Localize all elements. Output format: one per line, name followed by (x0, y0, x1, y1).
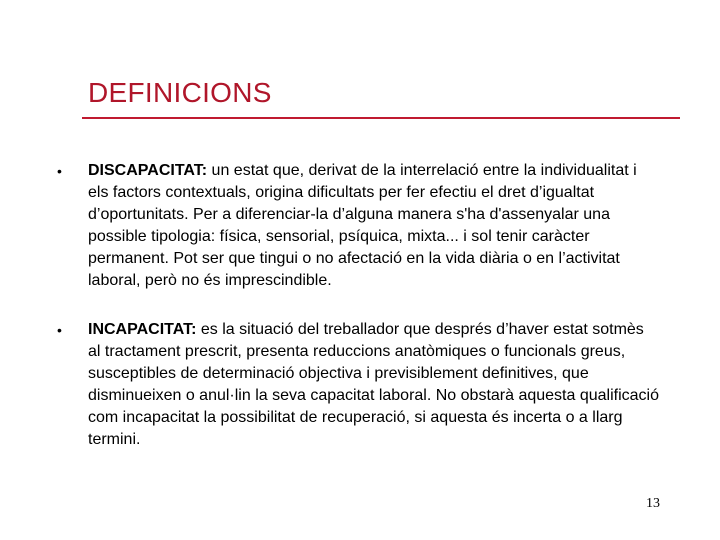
definition-text (88, 319, 660, 451)
definition-body: un estat que, derivat de la interrelació entre la individualitat i els factors contextuals, origina dificultats per fer efectiu el dret d’igualtat d’oportunitats. Per a diferenciar-la d’alguna manera s'ha d'assenyalar una possible tipologia: física, sensorial, psíquica, mixta... i sol tenir caràcter permanent. Pot ser que tingui o no afectació en la vida diària o en l’activitat laboral, però no és imprescindible. (88, 162, 637, 289)
definition-text (88, 160, 660, 292)
title-underline (82, 117, 680, 119)
definition-term: DISCAPACITAT: (88, 162, 208, 179)
slide-title: DEFINICIONS (88, 77, 272, 108)
definition-term: INCAPACITAT: (88, 321, 197, 338)
bullet-icon: • (57, 322, 62, 338)
bullet-icon: • (57, 163, 62, 179)
definition-body: es la situació del treballador que després d’haver estat sotmès al tractament prescrit, presenta reduccions anatòmiques o funcionals greus, susceptibles de determinació objectiva i previsiblement definitives, que disminueixen o anul·lin la seva capacitat laboral. No obstarà aquesta qualificació com incapacitat la possibilitat de recuperació, si aquesta és incerta o a llarg termini. (88, 321, 659, 448)
page-number: 13 (646, 496, 660, 511)
